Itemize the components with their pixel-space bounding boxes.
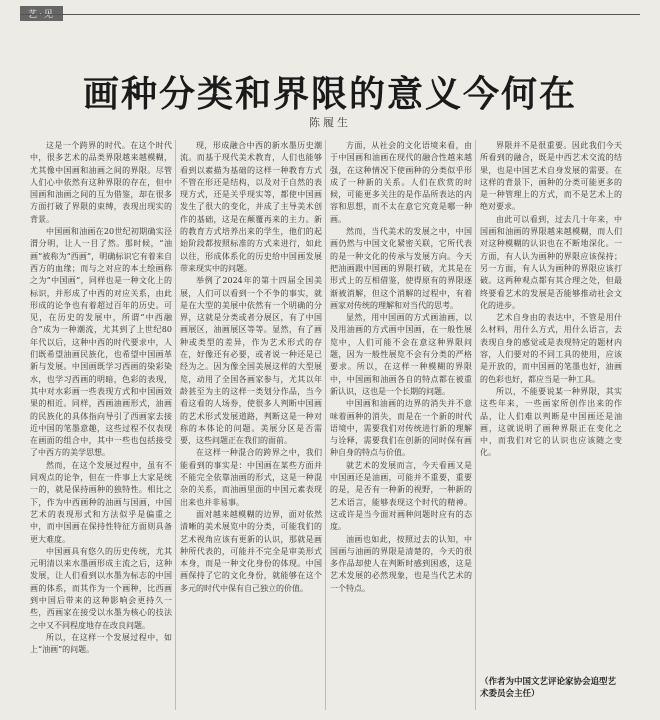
paragraph: 显然，用中国画的方式画油画，以及用油画的方式画中国画，在一般性展览中，人们可能不会在意这种界限问题，因为一般性展览不会有分类的严格要求。所以，在这样一种模糊的界限中，中国画和油画各自的特点都在被重新认识，这也是一个长期的问题。 — [330, 313, 472, 396]
article-column-4 — [480, 140, 622, 670]
article-column-1 — [30, 140, 172, 710]
section-tag: 艺·见 — [20, 6, 63, 21]
paragraph: 方面，从社会的文化语境来看，由于中国画和油画在现代的融合性越来越强，在这种情况下使画种的分类似乎形成了一种新的关系。人们在欣赏的时候，可能更多关注的是作品所表达的内容和思想，而不太在意它究竟是哪一种画。 — [330, 141, 472, 224]
paragraph: 由此可以看到，过去几十年来，中国画和油画的界限越来越模糊，而人们对这种模糊的认识也在不断地深化。一方面，有人认为画种的界限应该保持；另一方面，有人认为画种的界限应该打破。这两种观点都有其合理之处，但最终要看艺术的发展是否能够推动社会文化的进步。 — [480, 214, 622, 310]
article-headline: 画种分类和界限的意义今何在 — [82, 74, 577, 116]
paragraph: 现，形成融合中西的新水墨历史潮流。而基于现代美术教育，人们也能够看到以素描为基础的这样一种教育方式不管在形还是结构，以及对于自然的表现方式，还是关乎现实等，都使中国画发生了很大的变化，并成了主导美术创作的基础，这是在颠覆再来的主力。新的教育方式培养出来的学生，他们的起始阶段都按照标准的方式来进行，如此以往，形成体系化的历史给中国画发展带来现实中的问题。 — [180, 141, 322, 273]
paragraph: 然而，在这个发展过程中，虽有不同观点的论争，但在一件事上大家是统一的，就是保持画种的独特性。相比之下，作为中西画种的油画与国画，中国艺术的表现形式和方法似乎是偏重之中，而中国画在保持性特征方面则具备更大难度。 — [30, 460, 172, 544]
paragraph: 油画也如此，按照过去的认知，中国画与油画的界限是清楚的，今天的很多作品却使人在判断时感到困惑，这是艺术发展的必然现象，也是当代艺术的一个特点。 — [330, 534, 472, 593]
paragraph: 所以，不能要说某一种界限，其实这些年来，一些画家所创作出来的作品，让人们难以判断是中国画还是油画，这就说明了画种界限正在变化之中，而我们对它的认识也应该随之变化。 — [480, 386, 622, 458]
paragraph: 所以，在这样一个发展过程中，如上“油画”的问题。 — [30, 632, 172, 655]
paragraph: 面对越来越模糊的边界，面对依然清晰的美术展览中的分类，可能我们的艺术视角应该有更新的认识，那就是画种所代表的，可能并不完全是审美形式本身，而是一种文化身份的体现。中国画保持了它的文化身份，就能够在这个多元的时代中保有自己独立的价值。 — [180, 509, 322, 593]
paragraph: 中国画具有悠久的历史传统，尤其元明清以来水墨画形成主流之后，这种发展，让人们看到以水墨为标志的中国画的体系，而其作为一个画种，比西画到中国后带来的这种影响会更持久一些，西画家在接受以水墨为核心的技法之中又不同程度地存在改良问题。 — [30, 546, 172, 630]
column-divider — [175, 140, 176, 710]
paragraph: 就艺术的发展而言，今天看画又是中国画还是油画，可能并不重要，重要的是，是否有一种新的视野，一种新的艺术语言，能够表现这个时代的精神。这或许是当今面对画种问题时应有的态度。 — [330, 460, 472, 532]
paragraph: 在这样一种混合的跨界之中，我们能看到的事实是：中国画在某些方面并不能完全依靠油画的形式，这是一种混杂的关系，而油画里面的中国元素表现出来也并非易事。 — [180, 448, 322, 507]
paragraph: 这是一个跨界的时代。在这个时代中，很多艺术的品类界限越来越模糊，尤其像中国画和油画之间的界限。尽管人们心中依然有这种界限的存在，但中国画和油画之间的互为借鉴，却在很多方面打破了界限的束缚，表现出现实的背景。 — [30, 141, 172, 224]
top-rule — [20, 14, 640, 15]
article-column-3 — [330, 140, 472, 710]
paragraph: 举例了2024年的第十四届全国美展，人们可以看到一个不争的事实，就是在大型的美展中依然有一个明确的分界，这就是分类或者分展区，有了中国画展区，油画展区等等。显然，有了画种或类型的差异，作为艺术形式的存在，好像还有必要，或者说一种还是已经为之。因为像全国美展这样的大型展览，动用了全国各画家参与，尤其以年龄甚至为主的这样一类划分作品，当今看这看的人场券，使很多人判断中国画的艺术形式发展道路，判断这是一种对称的本体论的问题。美展分区是否需要，这些问题正在我们的面前。 — [180, 276, 322, 446]
paragraph: 艺术自身由的表达中，不管是用什么材料，用什么方式，用什么语言，去表现自身的感觉或是表现特定的题材内容，人们要对的不同工具的使用，应该是开放的，而中国画的笔墨也好，油画的色彩也好，都应当是一种工具。 — [480, 313, 622, 384]
paragraph: 中国画和油画的边界的消失并不意味着画种的消失，而是在一个新的时代语境中，需要我们对传统进行新的理解与诠释，需要我们在创新的同时保有画种自身的特点与价值。 — [330, 399, 472, 458]
column-divider — [325, 140, 326, 710]
paragraph: 中国画和油画在20世纪初期确实泾渭分明，让人一目了然。那时候，“油画”被称为“西画”，明确标识它有着来自西方的血缘；而与之对应的本土绘画称之为“中国画”，同样也是一种文化上的标识，并形成了中西的对应关系，由此形成的论争也有着超过百年的历史。可见，在历史的发展中，所谓“中西融合”成为一种潮流，尤其到了上世纪80年代以后，这种中西的时代要求中，人们既希望油画民族化，也希望中国画革新与发展。中国画既学习西画的染彩染水，也学习西画的明暗，色彩的表现，其中对水彩画一些表现方式和中国画效果的相近。同样，西画油画形式，油画的民族化的具体指向导引了西画家去接近中国的笔墨意趣，这些过程不仅表现在画面的组合中，其中一些也包括接受了中西方的美学思想。 — [30, 227, 172, 458]
paragraph: 然而，当代美术的发展之中，中国画仍然与中国文化紧密关联，它所代表的是一种文化的传承与发展方向。今天把油画跟中国画的界限打破，尤其是在形式上的互相借鉴，使得原有的界限逐渐被消解，但这个消解的过程中，有着画家对传统的理解和对当代的思考。 — [330, 227, 472, 310]
article-author: 陈履生 — [309, 116, 351, 129]
column-divider — [475, 140, 476, 710]
author-note: （作者为中国文艺评论家协会追型艺术委员会主任） — [480, 677, 617, 699]
paragraph: 界限并不是很重要。因此我们今天所看到的融合，既是中西艺术交流的结果，也是中国艺术自身发展的需要。在这样的背景下，画种的分类可能更多的是一种管理上的方式，而不是艺术上的绝对要求。 — [480, 141, 622, 212]
article-column-2 — [180, 140, 322, 710]
